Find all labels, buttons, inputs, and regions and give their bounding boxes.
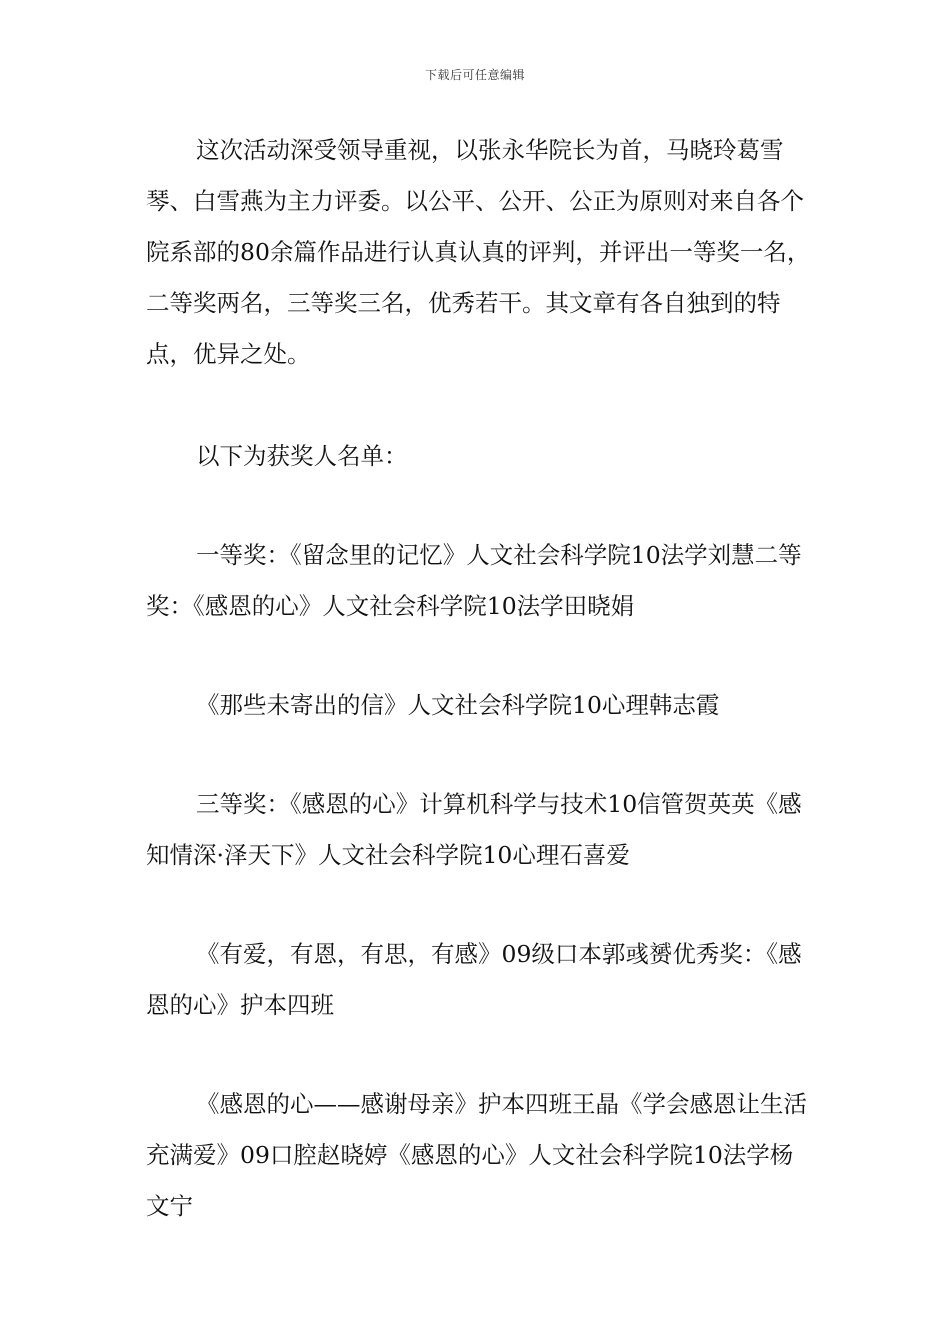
paragraph-first-second-prize: 一等奖：《留念里的记忆》人文社会科学院10法学刘慧二等奖：《感恩的心》人文社会科学院10法学田晓娟 [146, 541, 802, 620]
paragraph-third-prize: 三等奖：《感恩的心》计算机科学与技术10信管贺英英《感知情深·泽天下》人文社会科学院10心理石喜爱 [146, 790, 802, 869]
paragraph-intro: 这次活动深受领导重视，以张永华院长为首，马晓玲葛雪琴、白雪燕为主力评委。以公平、公开、公正为原则对来自各个院系部的80余篇作品进行认真认真的评判，并评出一等奖一名，二等奖两名，三等奖三名，优秀若干。其文章有各自独到的特点，优异之处。 [146, 136, 811, 368]
paragraph-excellence-entries: 《感恩的心——感谢母亲》护本四班王晶《学会感恩让生活充满爱》09口腔赵晓婷《感恩的心》人文社会科学院10法学杨文宁 [146, 1090, 807, 1220]
paragraph-spacer [146, 881, 816, 929]
paragraph-spacer [146, 380, 816, 431]
page-header-note: 下载后可任意编辑 [424, 68, 525, 82]
paragraph-spacer [146, 632, 816, 680]
paragraph-spacer [146, 482, 816, 530]
paragraph-winners-heading: 以下为获奖人名单： [196, 442, 408, 470]
paragraph-spacer [146, 1031, 816, 1079]
paragraph-third-excellence-prize: 《有爱，有恩，有思，有感》09级口本郭彧赟优秀奖：《感恩的心》护本四班 [146, 940, 802, 1019]
document-body [146, 125, 816, 1232]
paragraph-spacer [146, 731, 816, 779]
paragraph-second-prize-entry: 《那些未寄出的信》人文社会科学院10心理韩志霞 [196, 691, 720, 719]
